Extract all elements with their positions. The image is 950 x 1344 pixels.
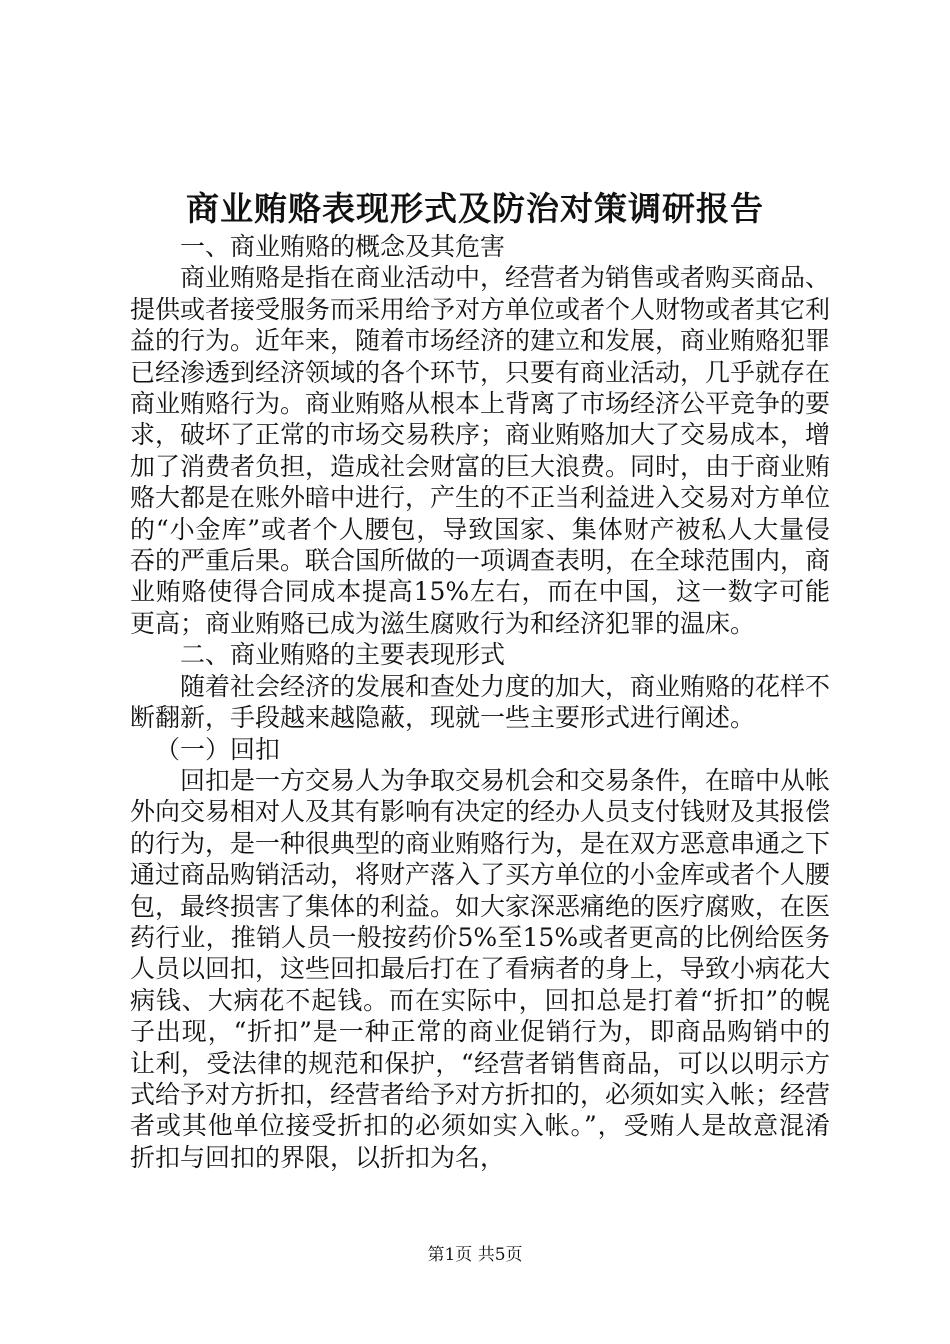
section-heading: 一、商业贿赂的概念及其危害 — [180, 232, 506, 261]
subsection-heading: （一）回扣 — [155, 734, 281, 764]
body-paragraph: 随着社会经济的发展和查处力度的加大，商业贿赂的花样不断翻新，手段越来越隐蔽，现就一些主要形式进行阐述。 — [130, 671, 831, 733]
document-title: 商业贿赂表现形式及防治对策调研报告 — [186, 189, 764, 228]
section-heading: 二、商业贿赂的主要表现形式 — [180, 640, 506, 670]
document-body — [130, 231, 830, 1173]
body-paragraph: 回扣是一方交易人为争取交易机会和交易条件，在暗中从帐外向交易相对人及其有影响有决定的经办人员支付钱财及其报偿的行为，是一种很典型的商业贿赂行为，是在双方恶意串通之下通过商品购销活动，将财产落入了买方单位的小金库或者个人腰包，最终损害了集体的利益。如大家深恶痛绝的医疗腐败，在医药行业，推销人员一般按药价5%至15%或者更高的比例给医务人员以回扣，这些回扣最后打在了看病者的身上，导致小病花大病钱、大病花不起钱。而在实际中，回扣总是打着“折扣”的幌子出现，“折扣”是一种正常的商业促销行为，即商品购销中的让利，受法律的规范和保护，“经营者销售商品，可以以明示方式给予对方折扣，经营者给予对方折扣的，必须如实入帐；经营者或其他单位接受折扣的必须如实入帐。”，受贿人是故意混淆折扣与回扣的界限，以折扣为名， — [130, 765, 831, 1172]
page-number-footer: 第1页 共5页 — [427, 1245, 523, 1265]
body-paragraph: 商业贿赂是指在商业活动中，经营者为销售或者购买商品、提供或者接受服务而采用给予对方单位或者个人财物或者其它利益的行为。近年来，随着市场经济的建立和发展，商业贿赂犯罪已经渗透到经济领域的各个环节，只要有商业活动，几乎就存在商业贿赂行为。商业贿赂从根本上背离了市场经济公平竞争的要求，破坏了正常的市场交易秩序；商业贿赂加大了交易成本，增加了消费者负担，造成社会财富的巨大浪费。同时，由于商业贿赂大都是在账外暗中进行，产生的不正当利益进入交易对方单位的“小金库”或者个人腰包，导致国家、集体财产被私人大量侵吞的严重后果。联合国所做的一项调查表明，在全球范围内，商业贿赂使得合同成本提高15%左右，而在中国，这一数字可能更高；商业贿赂已成为滋生腐败行为和经济犯罪的温床。 — [130, 263, 831, 638]
